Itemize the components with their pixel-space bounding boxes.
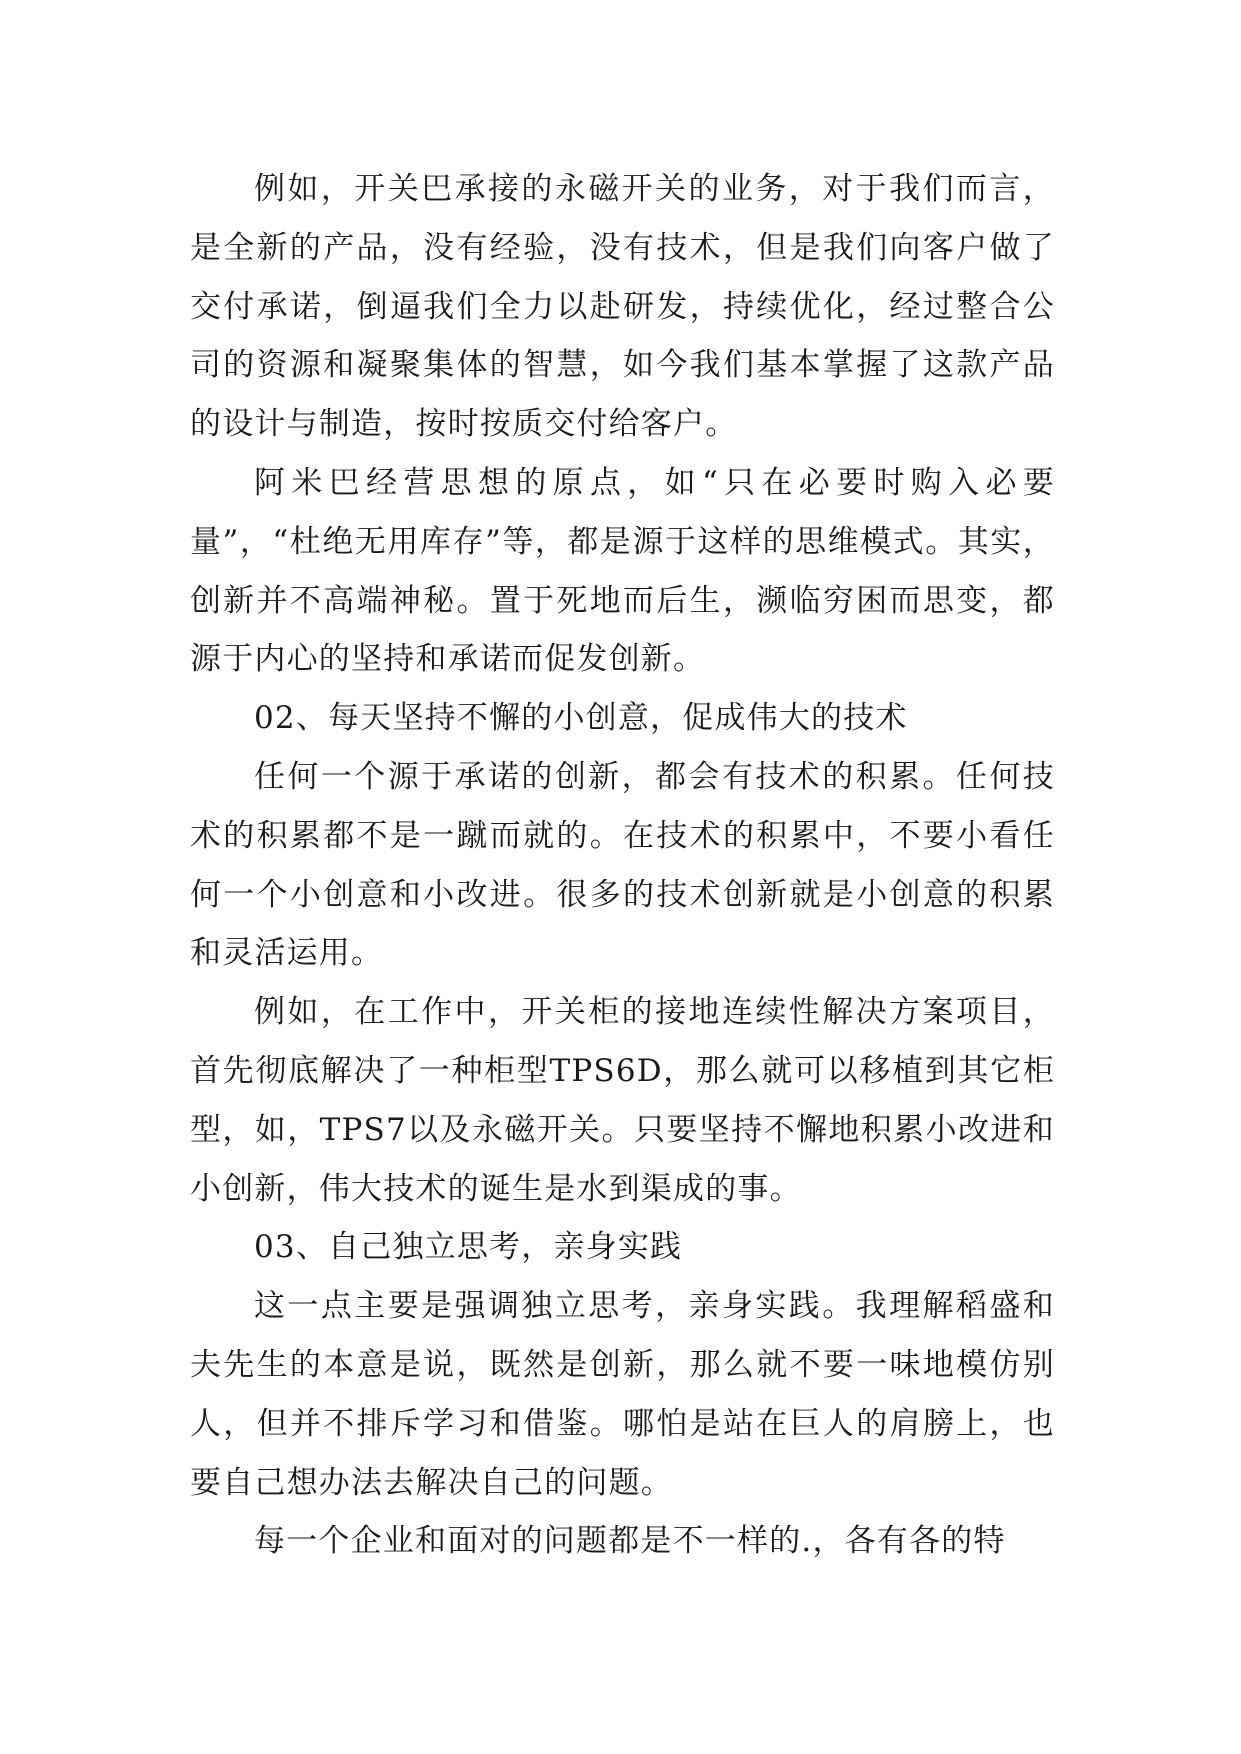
paragraph-example-permanent-magnet-switch: 例如，开关巴承接的永磁开关的业务，对于我们而言，是全新的产品，没有经验，没有技术，但是我们向客户做了交付承诺，倒逼我们全力以赴研发，持续优化，经过整合公司的资源和凝聚集体的智慧，如今我们基本掌握了这款产品的设计与制造，按时按质交付给客户。 <box>190 171 1055 443</box>
section-heading-02: 02、每天坚持不懈的小创意，促成伟大的技术 <box>254 700 908 737</box>
paragraph-each-enterprise-different: 每一个企业和面对的问题都是不一样的.，各有各的特 <box>254 1523 1006 1560</box>
section-heading-03: 03、自己独立思考，亲身实践 <box>254 1229 683 1266</box>
paragraph-example-grounding-continuity: 例如，在工作中，开关柜的接地连续性解决方案项目，首先彻底解决了一种柜型TPS6D，那么就可以移植到其它柜型，如，TPS7以及永磁开关。只要坚持不懈地积累小改进和小创新，伟大技术的诞生是水到渠成的事。 <box>190 994 1055 1207</box>
document-body <box>190 160 1055 1571</box>
paragraph-technology-accumulation: 任何一个源于承诺的创新，都会有技术的积累。任何技术的积累都不是一蹴而就的。在技术的积累中，不要小看任何一个小创意和小改进。很多的技术创新就是小创意的积累和灵活运用。 <box>190 758 1055 972</box>
paragraph-independent-thinking: 这一点主要是强调独立思考，亲身实践。我理解稻盛和夫先生的本意是说，既然是创新，那么就不要一味地模仿别人，但并不排斥学习和借鉴。哪怕是站在巨人的肩膀上，也要自己想办法去解决自己的问题。 <box>190 1288 1055 1501</box>
paragraph-amoeba-management-origin: 阿米巴经营思想的原点，如“只在必要时购入必要量”，“杜绝无用库存”等，都是源于这样的思维模式。其实，创新并不高端神秘。置于死地而后生，濒临穷困而思变，都源于内心的坚持和承诺而促发创新。 <box>190 464 1055 678</box>
